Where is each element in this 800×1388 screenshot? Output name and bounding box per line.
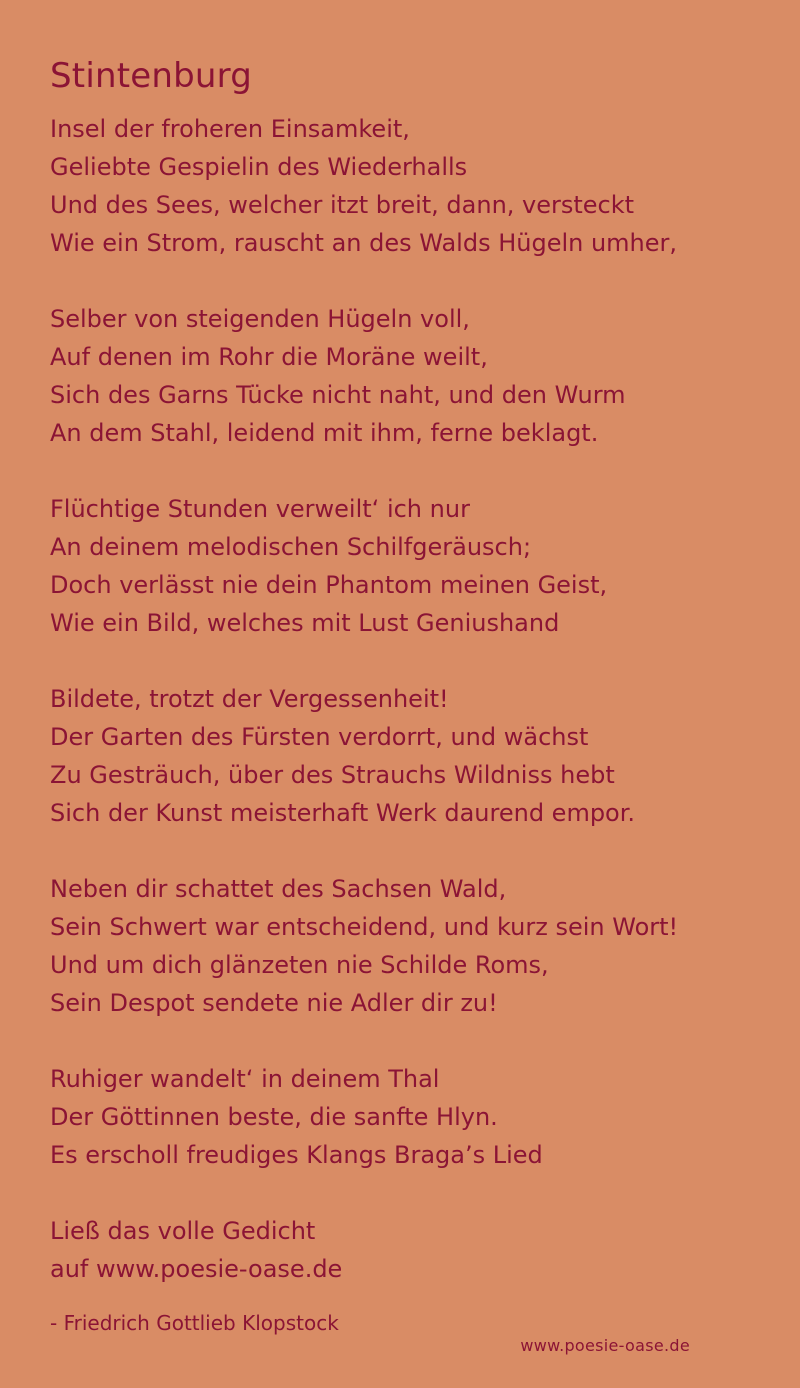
poem-line: Sein Despot sendete nie Adler dir zu! [50,989,498,1017]
poem-line: Und um dich glänzeten nie Schilde Roms, [50,951,549,979]
stanza [50,1060,780,1174]
stanza [50,300,780,452]
poem-line: Geliebte Gespielin des Wiederhalls [50,153,468,181]
poem-line: Der Garten des Fürsten verdorrt, und wächst [50,723,589,751]
poem-line: Ruhiger wandelt‘ in deinem Thal [50,1065,440,1093]
poem-line: auf www.poesie-oase.de [50,1255,343,1283]
poem-body [50,110,780,1326]
poem-line: Zu Gesträuch, über des Strauchs Wildniss hebt [50,761,615,789]
stanza [50,870,780,1022]
stanza [50,1212,780,1288]
stanza [50,680,780,832]
poem-title: Stintenburg [50,56,252,96]
poem-line: Und des Sees, welcher itzt breit, dann, versteckt [50,191,635,219]
poem-line: An deinem melodischen Schilfgeräusch; [50,533,532,561]
poem-line: An dem Stahl, leidend mit ihm, ferne beklagt. [50,419,599,447]
poem-line: Sich der Kunst meisterhaft Werk daurend empor. [50,799,636,827]
poem-line: Sein Schwert war entscheidend, und kurz sein Wort! [50,913,679,941]
stanza [50,490,780,642]
poem-line: Es erscholl freudiges Klangs Braga’s Lied [50,1141,543,1169]
website-watermark: www.poesie-oase.de [520,1336,690,1355]
poem-line: Flüchtige Stunden verweilt‘ ich nur [50,495,470,523]
poem-line: Doch verlässt nie dein Phantom meinen Geist, [50,571,608,599]
poem-line: Auf denen im Rohr die Moräne weilt, [50,343,488,371]
poem-line: Insel der froheren Einsamkeit, [50,115,410,143]
poem-line: Sich des Garns Tücke nicht naht, und den Wurm [50,381,626,409]
poem-line: Ließ das volle Gedicht [50,1217,316,1245]
stanza [50,110,780,262]
poem-line: Wie ein Strom, rauscht an des Walds Hügeln umher, [50,229,678,257]
poem-line: Selber von steigenden Hügeln voll, [50,305,470,333]
poem-line: Bildete, trotzt der Vergessenheit! [50,685,449,713]
poem-line: Der Göttinnen beste, die sanfte Hlyn. [50,1103,498,1131]
poem-author: - Friedrich Gottlieb Klopstock [50,1311,339,1335]
poem-line: Neben dir schattet des Sachsen Wald, [50,875,507,903]
poem-line: Wie ein Bild, welches mit Lust Geniushand [50,609,560,637]
